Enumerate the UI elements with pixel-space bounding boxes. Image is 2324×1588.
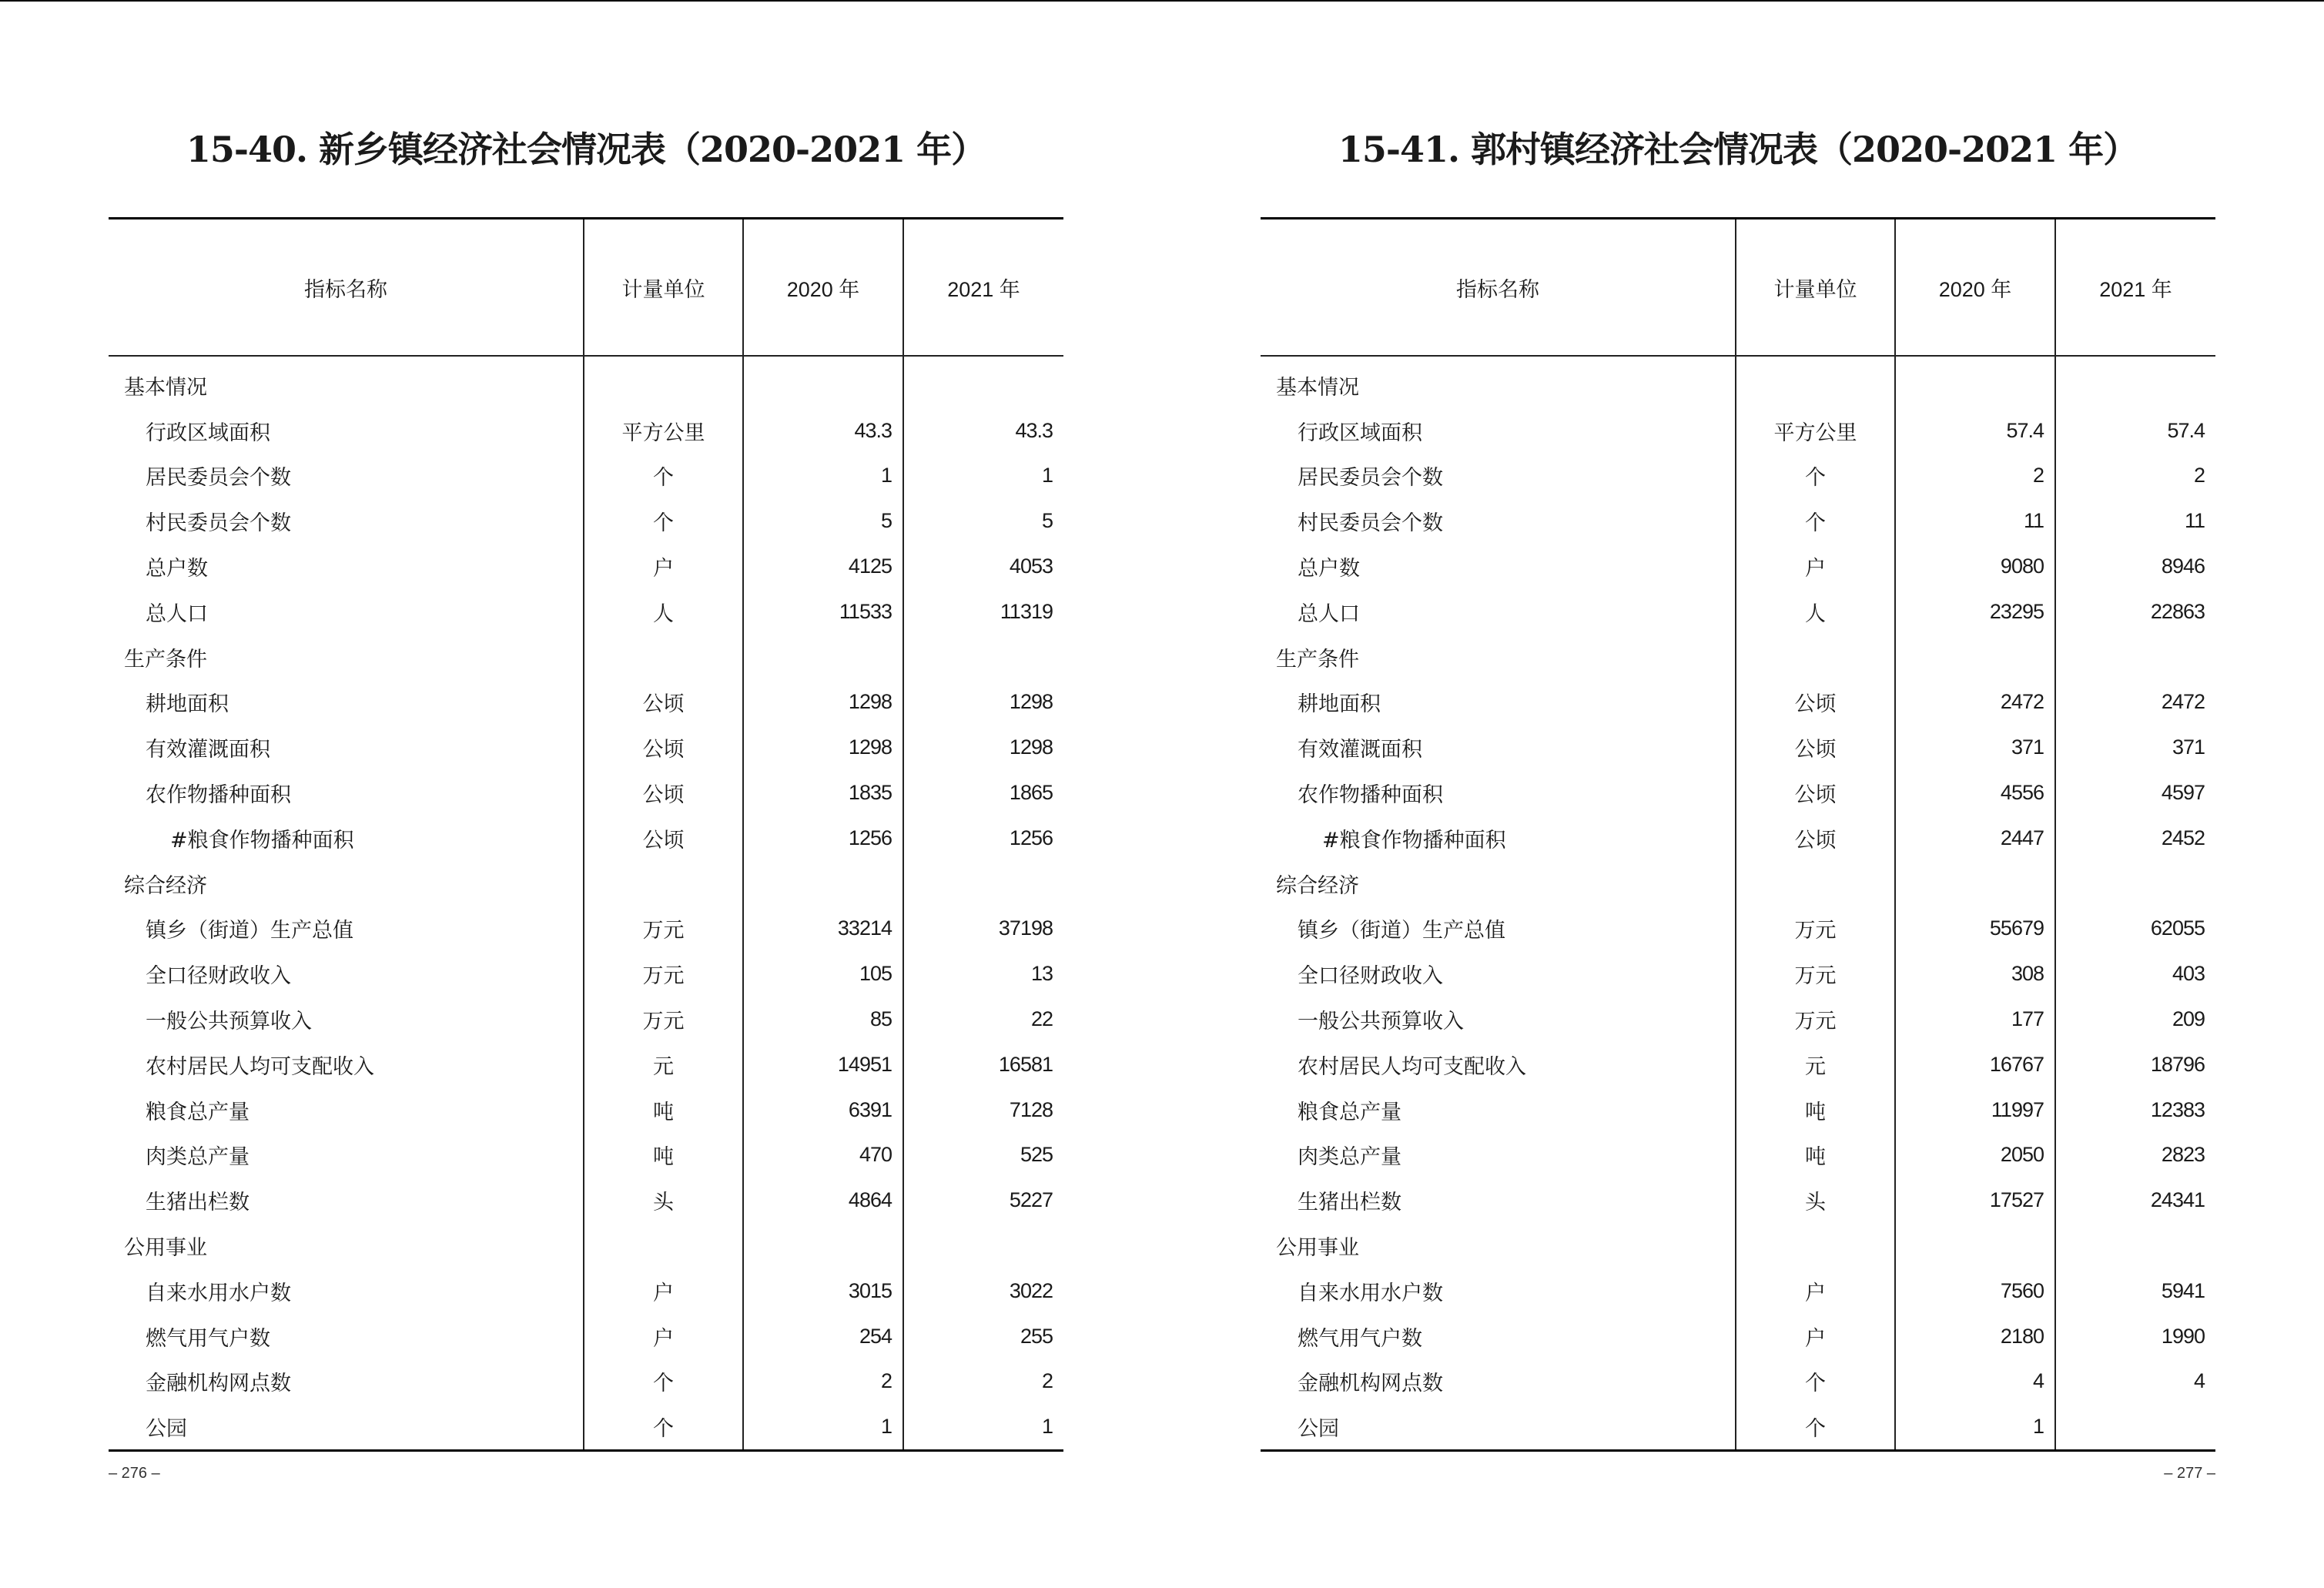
value-2020-cell: 9080	[1895, 544, 2055, 589]
value-2021-cell: 22	[903, 997, 1063, 1042]
unit-cell: 公顷	[1736, 770, 1895, 816]
unit-cell: 个	[584, 498, 743, 544]
table-row	[109, 680, 1063, 725]
value-2020-cell: 1	[743, 1404, 903, 1450]
table-row	[1261, 861, 2215, 906]
value-2020-cell: 6391	[743, 1087, 903, 1133]
indicator-name-cell: 综合经济	[124, 873, 207, 898]
table-row	[1261, 408, 2215, 454]
value-2021-cell: 8946	[2055, 544, 2215, 589]
unit-cell: 头	[584, 1178, 743, 1223]
header-indicator: 指标名称	[109, 219, 584, 357]
value-2021-cell	[903, 635, 1063, 680]
value-2021-cell: 3022	[903, 1268, 1063, 1314]
value-2021-cell	[903, 1223, 1063, 1268]
value-2020-cell: 11	[1895, 498, 2055, 544]
unit-cell: 个	[1736, 454, 1895, 499]
value-2020-cell: 11997	[1895, 1087, 2055, 1133]
value-2021-cell	[2055, 1223, 2215, 1268]
value-2021-cell	[2055, 635, 2215, 680]
indicator-name-cell: 村民委员会个数	[146, 511, 291, 536]
table-row	[1261, 770, 2215, 816]
value-2020-cell: 55679	[1895, 906, 2055, 952]
value-2020-cell	[743, 1223, 903, 1268]
value-2020-cell: 23295	[1895, 589, 2055, 635]
value-2020-cell: 371	[1895, 725, 2055, 770]
value-2021-cell: 1	[903, 454, 1063, 499]
unit-cell: 万元	[584, 906, 743, 952]
table-row	[1261, 725, 2215, 770]
indicator-name-cell: 粮食总产量	[1298, 1100, 1401, 1124]
value-2020-cell	[1895, 861, 2055, 906]
value-2020-cell: 254	[743, 1314, 903, 1359]
indicator-name-cell: 有效灌溉面积	[146, 738, 270, 762]
indicator-name-cell: #粮食作物播种面积	[170, 828, 354, 853]
indicator-name-cell: 公用事业	[1276, 1236, 1359, 1261]
indicator-name-cell: 基本情况	[124, 375, 207, 400]
value-2020-cell: 4864	[743, 1178, 903, 1223]
value-2021-cell: 37198	[903, 906, 1063, 952]
table-row	[109, 498, 1063, 544]
indicator-name-cell: 农村居民人均可支配收入	[1298, 1054, 1526, 1079]
value-2020-cell: 1835	[743, 770, 903, 816]
unit-cell	[1736, 1223, 1895, 1268]
unit-cell: 吨	[1736, 1087, 1895, 1133]
value-2021-cell: 2452	[2055, 816, 2215, 861]
value-2021-cell	[2055, 861, 2215, 906]
value-2020-cell	[1895, 1223, 2055, 1268]
table-title: 15-40. 新乡镇经济社会情况表（2020-2021 年）	[186, 129, 986, 170]
unit-cell: 人	[1736, 589, 1895, 635]
value-2020-cell: 2	[1895, 454, 2055, 499]
unit-cell: 个	[1736, 498, 1895, 544]
unit-cell: 万元	[584, 997, 743, 1042]
table-row	[109, 861, 1063, 906]
header-2020: 2020 年	[1895, 219, 2055, 357]
unit-cell: 吨	[1736, 1133, 1895, 1178]
value-2021-cell: 1298	[903, 725, 1063, 770]
indicator-name-cell: 肉类总产量	[146, 1145, 249, 1170]
value-2020-cell: 4125	[743, 544, 903, 589]
value-2021-cell: 525	[903, 1133, 1063, 1178]
value-2020-cell: 2472	[1895, 680, 2055, 725]
indicator-name-cell: 行政区域面积	[1298, 420, 1422, 445]
indicator-name-cell: 粮食总产量	[146, 1100, 249, 1124]
unit-cell	[584, 1223, 743, 1268]
value-2020-cell: 470	[743, 1133, 903, 1178]
value-2021-cell: 4053	[903, 544, 1063, 589]
table-row	[1261, 635, 2215, 680]
indicator-name-cell: 镇乡（街道）生产总值	[1298, 919, 1505, 943]
table-row	[109, 1223, 1063, 1268]
unit-cell	[1736, 635, 1895, 680]
unit-cell: 公顷	[584, 770, 743, 816]
indicator-name-cell: 居民委员会个数	[146, 466, 291, 491]
unit-cell: 万元	[1736, 906, 1895, 952]
value-2021-cell: 13	[903, 951, 1063, 997]
indicator-name-cell: 农村居民人均可支配收入	[146, 1054, 374, 1079]
value-2021-cell: 5227	[903, 1178, 1063, 1223]
unit-cell: 户	[584, 1268, 743, 1314]
indicator-name-cell: 综合经济	[1276, 873, 1359, 898]
unit-cell: 平方公里	[1736, 408, 1895, 454]
unit-cell	[584, 861, 743, 906]
unit-cell: 公顷	[584, 816, 743, 861]
indicator-name-cell: 自来水用水户数	[1298, 1281, 1443, 1305]
value-2021-cell: 2	[903, 1359, 1063, 1405]
value-2020-cell: 1	[1895, 1404, 2055, 1450]
table-row	[1261, 680, 2215, 725]
indicator-name-cell: 燃气用气户数	[1298, 1326, 1422, 1351]
value-2020-cell: 14951	[743, 1042, 903, 1087]
table-row	[1261, 1314, 2215, 1359]
indicator-name-cell: 生产条件	[124, 647, 207, 672]
table-row	[109, 589, 1063, 635]
table-row	[1261, 951, 2215, 997]
table-row	[1261, 1133, 2215, 1178]
value-2020-cell: 105	[743, 951, 903, 997]
value-2020-cell: 2050	[1895, 1133, 2055, 1178]
unit-cell	[1736, 861, 1895, 906]
indicator-name-cell: 居民委员会个数	[1298, 466, 1443, 491]
table-row	[109, 1359, 1063, 1405]
table-row	[109, 1268, 1063, 1314]
indicator-name-cell: 有效灌溉面积	[1298, 738, 1422, 762]
value-2020-cell: 11533	[743, 589, 903, 635]
indicator-name-cell: 总户数	[146, 557, 208, 581]
value-2021-cell: 16581	[903, 1042, 1063, 1087]
value-2021-cell: 255	[903, 1314, 1063, 1359]
indicator-name-cell: 自来水用水户数	[146, 1281, 291, 1305]
value-2020-cell	[743, 635, 903, 680]
indicator-name-cell: 耕地面积	[146, 692, 229, 717]
value-2020-cell: 1	[743, 454, 903, 499]
unit-cell	[584, 356, 743, 408]
indicator-name-cell: 行政区域面积	[146, 420, 270, 445]
indicator-name-cell: 公园	[1261, 1404, 1736, 1450]
table-row	[1261, 816, 2215, 861]
unit-cell: 户	[584, 1314, 743, 1359]
indicator-name-cell: 一般公共预算收入	[1298, 1010, 1464, 1034]
value-2020-cell	[1895, 356, 2055, 408]
table-row	[1261, 906, 2215, 952]
indicator-name-cell: 燃气用气户数	[146, 1326, 270, 1351]
value-2020-cell: 4556	[1895, 770, 2055, 816]
unit-cell: 户	[1736, 544, 1895, 589]
table-body	[1261, 356, 2215, 1451]
indicator-name-cell: 生猪出栏数	[1298, 1191, 1401, 1215]
table-row	[109, 770, 1063, 816]
header-unit: 计量单位	[1736, 219, 1895, 357]
indicator-name-cell: 金融机构网点数	[146, 1372, 291, 1396]
unit-cell: 公顷	[584, 680, 743, 725]
unit-cell: 户	[1736, 1268, 1895, 1314]
value-2021-cell: 2823	[2055, 1133, 2215, 1178]
indicator-name-cell: 全口径财政收入	[146, 964, 291, 989]
value-2021-cell: 18796	[2055, 1042, 2215, 1087]
unit-cell	[1736, 356, 1895, 408]
table-row	[1261, 997, 2215, 1042]
table-row	[1261, 1087, 2215, 1133]
table-row	[1261, 1404, 2215, 1450]
indicator-name-cell: 金融机构网点数	[1298, 1372, 1443, 1396]
indicator-name-cell: 公用事业	[124, 1236, 207, 1261]
indicator-name-cell: 镇乡（街道）生产总值	[146, 919, 353, 943]
table-row	[109, 906, 1063, 952]
indicator-name-cell: 全口径财政收入	[1298, 964, 1443, 989]
unit-cell: 公顷	[1736, 816, 1895, 861]
indicator-name-cell: 总人口	[1298, 601, 1360, 626]
table-row	[1261, 1268, 2215, 1314]
value-2020-cell	[743, 861, 903, 906]
value-2020-cell: 43.3	[743, 408, 903, 454]
value-2021-cell: 2472	[2055, 680, 2215, 725]
indicator-name-cell: #粮食作物播种面积	[1322, 828, 1506, 853]
table-row	[1261, 1042, 2215, 1087]
value-2021-cell: 1865	[903, 770, 1063, 816]
table-row	[109, 951, 1063, 997]
header-2020: 2020 年	[743, 219, 903, 357]
value-2021-cell: 4	[2055, 1359, 2215, 1405]
unit-cell: 个	[584, 1404, 743, 1450]
value-2021-cell: 43.3	[903, 408, 1063, 454]
table-row	[1261, 544, 2215, 589]
table-row	[109, 635, 1063, 680]
value-2021-cell: 1	[903, 1404, 1063, 1450]
table-row	[109, 1133, 1063, 1178]
table-row	[109, 1404, 1063, 1450]
unit-cell: 公顷	[1736, 725, 1895, 770]
table-row	[109, 997, 1063, 1042]
value-2020-cell: 17527	[1895, 1178, 2055, 1223]
indicator-name-cell: 村民委员会个数	[1298, 511, 1443, 536]
left-page	[109, 0, 1063, 1588]
value-2021-cell: 1298	[903, 680, 1063, 725]
statistics-table	[109, 217, 1063, 1452]
table-row	[109, 408, 1063, 454]
statistics-table	[1261, 217, 2215, 1452]
unit-cell: 公顷	[1736, 680, 1895, 725]
unit-cell: 万元	[584, 951, 743, 997]
table-row	[1261, 498, 2215, 544]
table-row	[109, 1087, 1063, 1133]
value-2021-cell: 12383	[2055, 1087, 2215, 1133]
unit-cell: 吨	[584, 1133, 743, 1178]
table-row	[1261, 1359, 2215, 1405]
value-2020-cell: 2180	[1895, 1314, 2055, 1359]
unit-cell: 元	[1736, 1042, 1895, 1087]
value-2021-cell	[2055, 356, 2215, 408]
value-2020-cell: 1256	[743, 816, 903, 861]
header-2021: 2021 年	[903, 219, 1063, 357]
unit-cell: 公顷	[584, 725, 743, 770]
unit-cell: 个	[1736, 1404, 1895, 1450]
value-2021-cell: 11319	[903, 589, 1063, 635]
value-2021-cell: 22863	[2055, 589, 2215, 635]
value-2020-cell: 2	[743, 1359, 903, 1405]
indicator-name-cell: 公园	[109, 1404, 584, 1450]
value-2021-cell	[903, 356, 1063, 408]
unit-cell: 个	[584, 454, 743, 499]
value-2021-cell: 5941	[2055, 1268, 2215, 1314]
indicator-name-cell: 农作物播种面积	[146, 783, 291, 808]
unit-cell: 人	[584, 589, 743, 635]
value-2021-cell	[903, 861, 1063, 906]
unit-cell: 头	[1736, 1178, 1895, 1223]
unit-cell: 个	[584, 1359, 743, 1405]
table-row	[1261, 1178, 2215, 1223]
value-2020-cell: 33214	[743, 906, 903, 952]
value-2020-cell: 85	[743, 997, 903, 1042]
value-2021-cell: 4597	[2055, 770, 2215, 816]
table-row	[109, 544, 1063, 589]
table-row	[109, 454, 1063, 499]
header-indicator: 指标名称	[1261, 219, 1736, 357]
indicator-name-cell: 耕地面积	[1298, 692, 1381, 717]
value-2020-cell: 16767	[1895, 1042, 2055, 1087]
table-title: 15-41. 郭村镇经济社会情况表（2020-2021 年）	[1338, 129, 2138, 170]
value-2020-cell: 7560	[1895, 1268, 2055, 1314]
table-row	[109, 1314, 1063, 1359]
value-2020-cell: 1298	[743, 725, 903, 770]
indicator-name-cell: 生猪出栏数	[146, 1191, 249, 1215]
value-2020-cell: 4	[1895, 1359, 2055, 1405]
table-row	[109, 1178, 1063, 1223]
table-row	[1261, 356, 2215, 408]
table-row	[1261, 1223, 2215, 1268]
unit-cell: 户	[584, 544, 743, 589]
table-row	[1261, 589, 2215, 635]
value-2021-cell: 2	[2055, 454, 2215, 499]
unit-cell: 万元	[1736, 997, 1895, 1042]
value-2021-cell: 1256	[903, 816, 1063, 861]
indicator-name-cell: 总人口	[146, 601, 208, 626]
value-2021-cell: 209	[2055, 997, 2215, 1042]
value-2020-cell: 308	[1895, 951, 2055, 997]
value-2020-cell: 57.4	[1895, 408, 2055, 454]
unit-cell: 万元	[1736, 951, 1895, 997]
value-2020-cell	[743, 356, 903, 408]
unit-cell: 平方公里	[584, 408, 743, 454]
value-2021-cell: 24341	[2055, 1178, 2215, 1223]
table-row	[109, 816, 1063, 861]
indicator-name-cell: 农作物播种面积	[1298, 783, 1443, 808]
table-row	[109, 356, 1063, 408]
indicator-name-cell: 肉类总产量	[1298, 1145, 1401, 1170]
value-2021-cell: 5	[903, 498, 1063, 544]
value-2020-cell: 1298	[743, 680, 903, 725]
page-number: – 276 –	[109, 1465, 160, 1482]
value-2021-cell: 62055	[2055, 906, 2215, 952]
table-row	[109, 725, 1063, 770]
indicator-name-cell: 总户数	[1298, 557, 1360, 581]
value-2021-cell: 57.4	[2055, 408, 2215, 454]
value-2021-cell: 11	[2055, 498, 2215, 544]
value-2021-cell: 1990	[2055, 1314, 2215, 1359]
unit-cell: 个	[1736, 1359, 1895, 1405]
value-2020-cell: 177	[1895, 997, 2055, 1042]
indicator-name-cell: 一般公共预算收入	[146, 1010, 312, 1034]
unit-cell	[584, 635, 743, 680]
indicator-name-cell: 生产条件	[1276, 647, 1359, 672]
table-header-row	[109, 219, 1063, 357]
header-unit: 计量单位	[584, 219, 743, 357]
value-2020-cell: 5	[743, 498, 903, 544]
unit-cell: 户	[1736, 1314, 1895, 1359]
table-body	[109, 356, 1063, 1451]
value-2021-cell	[2055, 1404, 2215, 1450]
value-2021-cell: 403	[2055, 951, 2215, 997]
value-2020-cell: 2447	[1895, 816, 2055, 861]
indicator-name-cell: 基本情况	[1276, 375, 1359, 400]
value-2020-cell: 3015	[743, 1268, 903, 1314]
value-2021-cell: 7128	[903, 1087, 1063, 1133]
right-page	[1261, 0, 2215, 1588]
value-2021-cell: 371	[2055, 725, 2215, 770]
page-number: – 277 –	[2164, 1465, 2215, 1482]
table-row	[1261, 454, 2215, 499]
unit-cell: 元	[584, 1042, 743, 1087]
table-header-row	[1261, 219, 2215, 357]
table-row	[109, 1042, 1063, 1087]
value-2020-cell	[1895, 635, 2055, 680]
unit-cell: 吨	[584, 1087, 743, 1133]
header-2021: 2021 年	[2055, 219, 2215, 357]
